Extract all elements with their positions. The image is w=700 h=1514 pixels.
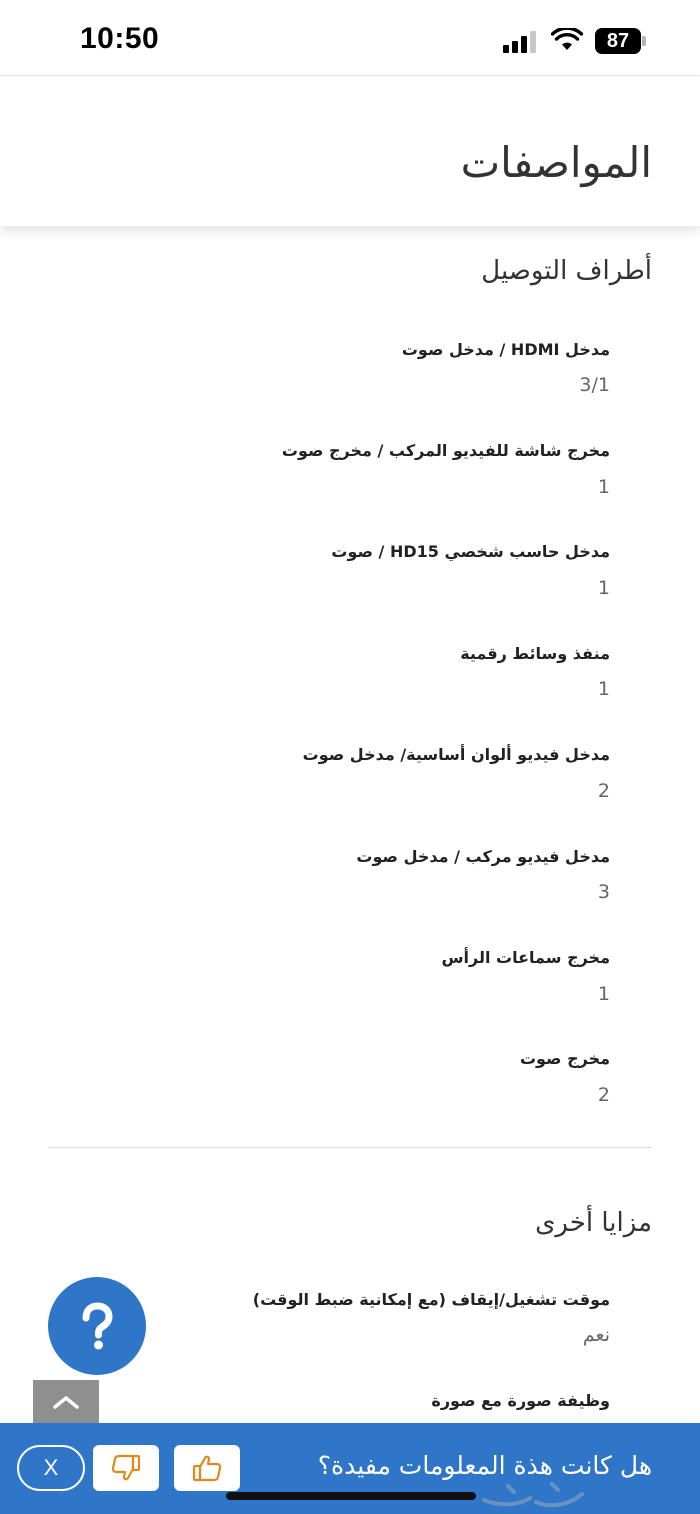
spec-value: 1 [597,476,610,498]
feedback-bar [0,1423,700,1514]
spec-label: مخرج سماعات الرأس [441,948,610,967]
spec-label: مدخل فيديو مركب / مدخل صوت [356,847,610,866]
spec-label: مدخل فيديو ألوان أساسية/ مدخل صوت [302,745,610,764]
section-title-connectivity: أطراف التوصيل [481,256,652,286]
section-title-other-features: مزايا أخرى [535,1208,652,1238]
spec-label: مدخل HDMI / مدخل صوت [401,340,610,359]
spec-label: مخرج صوت [519,1049,610,1068]
thumbs-up-button[interactable] [174,1445,240,1491]
spec-value: 3/1 [579,374,610,396]
help-button[interactable] [48,1277,146,1375]
spec-label: موقت تشغيل/إيقاف (مع إمكانية ضبط الوقت) [252,1290,610,1309]
watermark-logo [478,1476,588,1512]
spec-value: 1 [597,577,610,599]
status-bar [0,0,700,76]
chevron-up-icon [52,1394,80,1410]
question-icon [67,1296,127,1356]
home-indicator [226,1492,476,1500]
page-title: المواصفات [460,138,652,187]
thumbs-up-icon [192,1454,222,1482]
spec-label: مدخل حاسب شخصي HD15 / صوت [331,542,610,561]
battery-icon [595,28,647,54]
thumbs-down-button[interactable] [93,1445,159,1491]
spec-value: 2 [597,1084,610,1106]
spec-value: 1 [597,678,610,700]
spec-value: نعم [582,1324,610,1346]
signal-icon [503,31,539,53]
wifi-icon [551,28,583,52]
thumbs-down-icon [111,1454,141,1482]
battery-level: 87 [606,30,630,52]
spec-value: 1 [597,983,610,1005]
page-header [0,76,700,226]
spec-value: 2 [597,780,610,802]
scroll-to-top-button[interactable] [33,1380,99,1424]
feedback-question: هل كانت هذة المعلومات مفيدة؟ [317,1451,652,1480]
section-divider [48,1147,652,1148]
close-feedback-button[interactable]: X [17,1445,85,1491]
spec-label: وظيفة صورة مع صورة [431,1391,610,1410]
status-time: 10:50 [80,22,160,55]
spec-label: مخرج شاشة للفيديو المركب / مخرج صوت [281,441,610,460]
spec-label: منفذ وسائط رقمية [460,644,610,663]
spec-value: 3 [597,881,610,903]
